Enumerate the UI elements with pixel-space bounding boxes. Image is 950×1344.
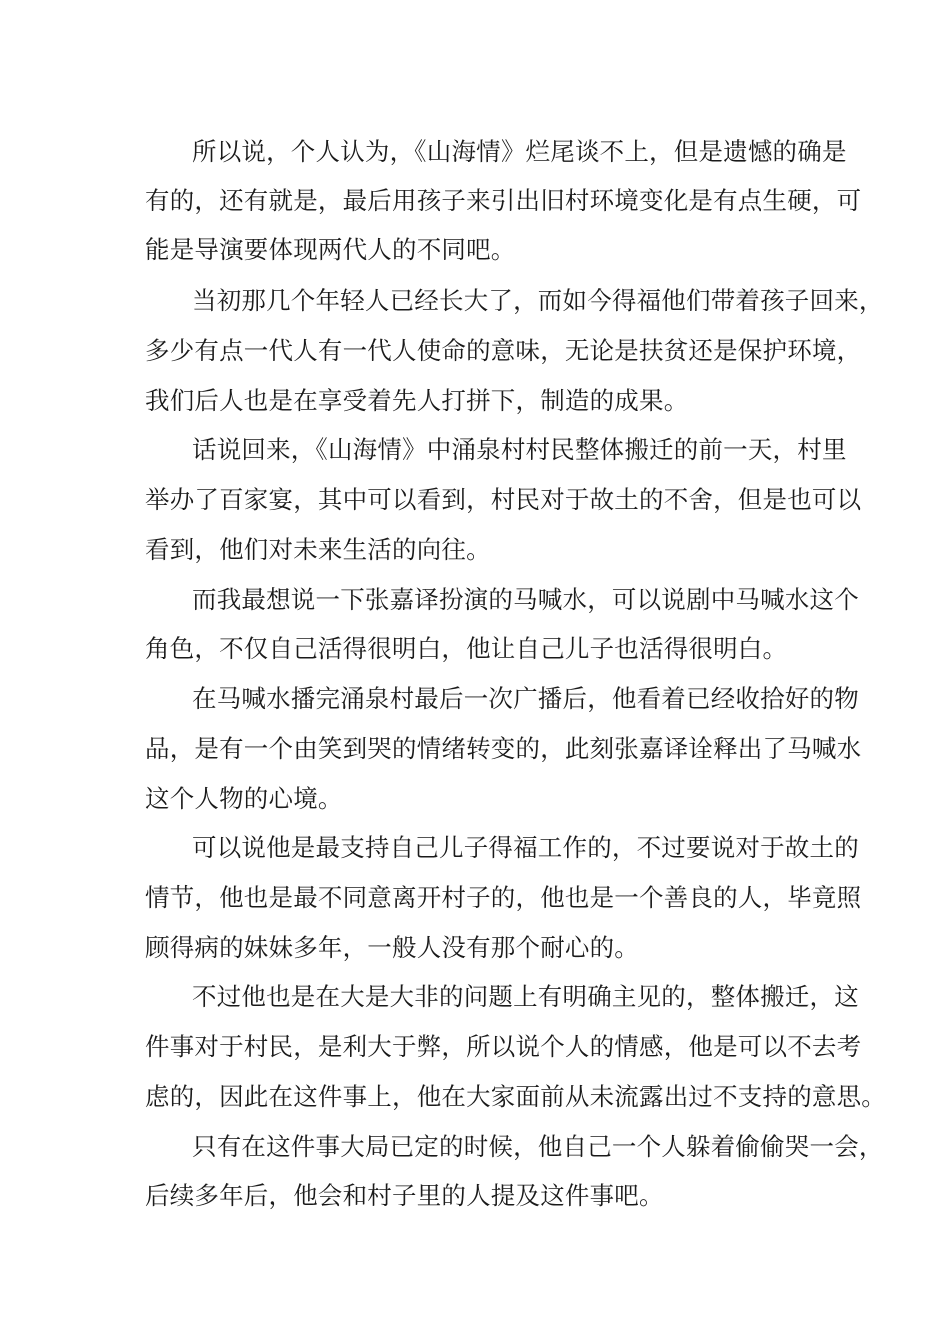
paragraph-2-line-3: 我们后人也是在享受着先人打拼下，制造的成果。 <box>145 386 689 415</box>
paragraph-5-line-1: 在马喊水播完涌泉村最后一次广播后，他看着已经收拾好的物 <box>192 684 859 713</box>
paragraph-8-line-1: 只有在这件事大局已定的时候，他自己一个人躲着偷偷哭一会， <box>192 1132 884 1161</box>
paragraph-7-line-1: 不过他也是在大是大非的问题上有明确主见的，整体搬迁，这 <box>192 982 859 1011</box>
paragraph-1-line-1: 所以说，个人认为，《山海情》烂尾谈不上，但是遗憾的确是 <box>192 137 847 166</box>
paragraph-7-line-2: 件事对于村民，是利大于弊，所以说个人的情感，他是可以不去考 <box>145 1032 862 1061</box>
paragraph-3-line-1: 话说回来，《山海情》中涌泉村村民整体搬迁的前一天，村里 <box>192 435 847 464</box>
paragraph-4-line-1: 而我最想说一下张嘉译扮演的马喊水，可以说剧中马喊水这个 <box>192 585 859 614</box>
paragraph-3-line-2: 举办了百家宴，其中可以看到，村民对于故土的不舍，但是也可以 <box>145 485 862 514</box>
paragraph-3-line-3: 看到，他们对未来生活的向往。 <box>145 535 491 564</box>
paragraph-4-line-2: 角色，不仅自己活得很明白，他让自己儿子也活得很明白。 <box>145 634 788 663</box>
paragraph-1-line-3: 能是导演要体现两代人的不同吧。 <box>145 235 516 264</box>
paragraph-6-line-1: 可以说他是最支持自己儿子得福工作的，不过要说对于故土的 <box>192 833 859 862</box>
paragraph-5-line-3: 这个人物的心境。 <box>145 784 343 813</box>
paragraph-6-line-2: 情节，他也是最不同意离开村子的，他也是一个善良的人，毕竟照 <box>145 883 862 912</box>
paragraph-5-line-2: 品，是有一个由笑到哭的情绪转变的，此刻张嘉译诠释出了马喊水 <box>145 734 862 763</box>
paragraph-1-line-2: 有的，还有就是，最后用孩子来引出旧村环境变化是有点生硬，可 <box>145 186 862 215</box>
paragraph-2-line-2: 多少有点一代人有一代人使命的意味，无论是扶贫还是保护环境， <box>145 336 862 365</box>
paragraph-8-line-2: 后续多年后，他会和村子里的人提及这件事吧。 <box>145 1181 664 1210</box>
paragraph-7-line-3: 虑的，因此在这件事上，他在大家面前从未流露出过不支持的意思。 <box>145 1082 886 1111</box>
paragraph-6-line-3: 顾得病的妹妹多年，一般人没有那个耐心的。 <box>145 933 639 962</box>
paragraph-2-line-1: 当初那几个年轻人已经长大了，而如今得福他们带着孩子回来， <box>192 286 884 315</box>
